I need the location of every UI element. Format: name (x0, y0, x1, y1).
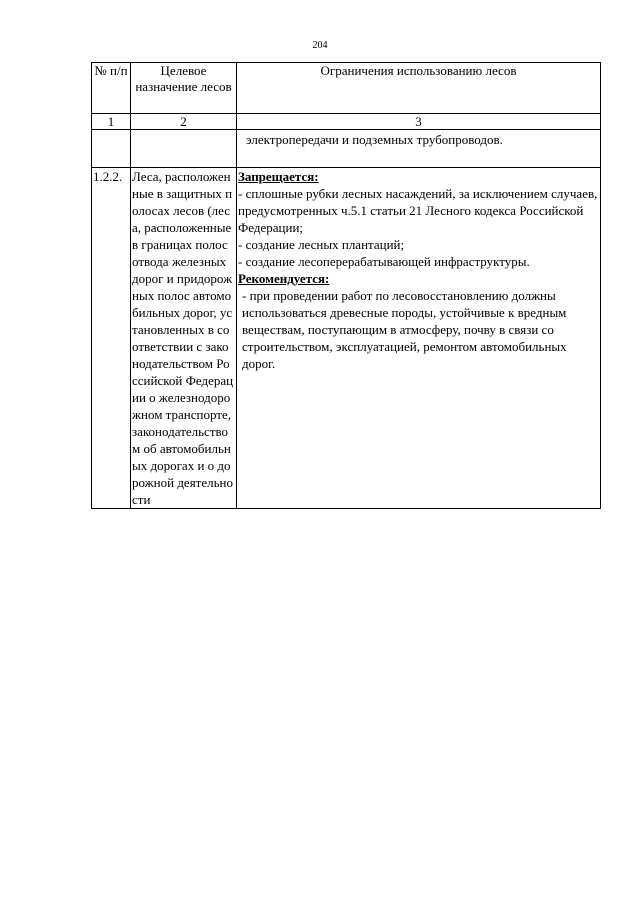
row-restrictions (237, 168, 601, 509)
row-purpose: Леса, расположенные в защитных полосах лесов (леса, расположенные в границах полос отвода железных дорог и придорожных полос автомобильных дорог, установленных в соответствии с законодательством Российской Федерации о железнодорожном транспорте, законодательством об автомобильных дорогах и о дорожной деятельности (131, 168, 237, 509)
continuation-text: электропередачи и подземных трубопроводов. (237, 130, 601, 168)
prohibited-item: - создание лесоперерабатывающей инфраструктуры. (238, 254, 530, 269)
row-number: 1.2.2. (92, 168, 131, 509)
recommended-item: - при проведении работ по лесовосстановлению должны использоваться древесные породы, устойчивые к вредным веществам, поступающим в атмосферу, почву в связи со строительством, эксплуатацией, ремонтом автомобильных дорог. (242, 288, 567, 371)
header-restrictions: Ограничения использованию лесов (237, 63, 601, 114)
forest-restrictions-table (91, 62, 601, 509)
column-number-row (92, 114, 601, 130)
column-number-1: 1 (92, 114, 131, 130)
continuation-purpose-cell (131, 130, 237, 168)
prohibited-item: - создание лесных плантаций; (238, 237, 405, 252)
prohibited-label: Запрещается: (238, 169, 319, 184)
header-number: № п/п (92, 63, 131, 114)
column-number-3: 3 (237, 114, 601, 130)
prohibited-item: - сплошные рубки лесных насаждений, за исключением случаев, предусмотренных ч.5.1 статьи 21 Лесного кодекса Российской Федерации; (238, 186, 598, 235)
header-purpose: Целевое назначение лесов (131, 63, 237, 114)
column-number-2: 2 (131, 114, 237, 130)
page-number: 204 (312, 40, 328, 51)
continuation-row (92, 130, 601, 168)
recommended-label: Рекомендуется: (238, 271, 330, 286)
table-row (92, 168, 601, 509)
continuation-number-cell (92, 130, 131, 168)
table-header-row (92, 63, 601, 114)
